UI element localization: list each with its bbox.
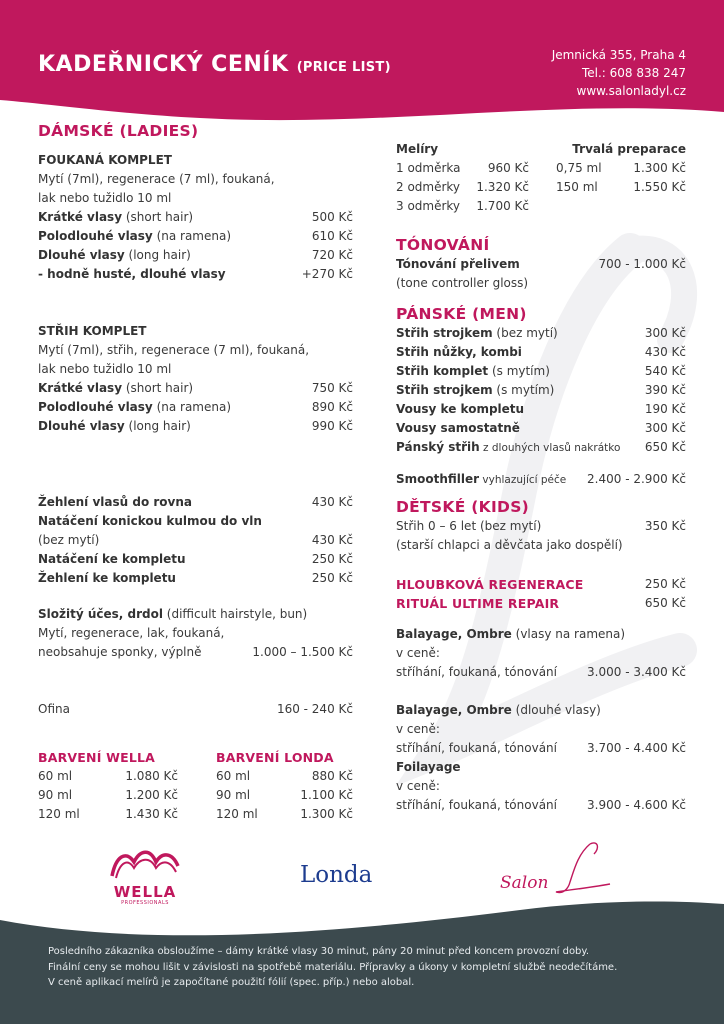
strih-desc: Mytí (7ml), střih, regenerace (7 ml), foukaná,	[38, 343, 310, 357]
row-note: (na ramena)	[152, 229, 232, 243]
row-price: 160 - 240 Kč	[276, 702, 353, 716]
row-price: 1.100 Kč	[300, 788, 353, 802]
footer-notes	[48, 944, 617, 991]
price-row	[38, 700, 353, 719]
price-row	[38, 786, 178, 805]
price-row	[38, 643, 353, 662]
header-banner	[0, 0, 724, 130]
slozity-desc: Mytí, regenerace, lak, foukaná,	[38, 626, 225, 640]
row-price: 3.700 - 4.400 Kč	[587, 741, 686, 755]
price-row	[38, 417, 353, 436]
row-note: (dlouhé vlasy)	[511, 703, 601, 717]
price-row	[38, 493, 353, 512]
row-label: Žehlení vlasů do rovna	[38, 495, 193, 509]
row-price: 540 Kč	[644, 364, 686, 378]
row-label: Střih 0 – 6 let (bez mytí)	[396, 519, 542, 533]
row-label: 60 ml	[216, 769, 251, 783]
website[interactable]: www.salonladyl.cz	[576, 84, 686, 98]
row-price: 650 Kč	[644, 440, 686, 454]
trvala-heading: Trvalá preparace	[572, 142, 686, 156]
row-label: 2 odměrky	[396, 180, 461, 194]
balayage-title	[396, 625, 686, 644]
price-row	[38, 265, 353, 284]
foukana-title: FOUKANÁ KOMPLET	[38, 153, 172, 167]
wella-wave-icon	[100, 846, 190, 880]
row-price: 500 Kč	[311, 210, 353, 224]
londa-logo: Londa	[300, 862, 373, 888]
row-note: vyhlazující péče	[479, 474, 567, 486]
row-label: Střih strojkem	[396, 383, 493, 397]
kids-heading: DĚTSKÉ (KIDS)	[396, 498, 530, 516]
row-price: 390 Kč	[644, 383, 686, 397]
row-label: HLOUBKOVÁ REGENERACE	[396, 577, 584, 592]
row-price: 430 Kč	[644, 345, 686, 359]
price-row	[38, 246, 353, 265]
foukana-desc: Mytí (7ml), regenerace (7 ml), foukaná,	[38, 172, 275, 186]
foukana-rows	[38, 208, 353, 284]
row-label: Vousy samostatně	[396, 421, 520, 435]
row-note: neobsahuje sponky, výplně	[38, 645, 202, 659]
londa-heading: BARVENÍ LONDA	[216, 750, 334, 765]
row-note: v ceně:	[396, 722, 440, 736]
price-row	[38, 208, 353, 227]
wella-logo	[100, 846, 190, 906]
row-price: 960 Kč	[487, 161, 529, 175]
row-label: - hodně husté, dlouhé vlasy	[38, 267, 226, 281]
row-note: (difficult hairstyle, bun)	[162, 607, 308, 621]
row-label: Dlouhé vlasy	[38, 419, 125, 433]
row-price: 300 Kč	[644, 326, 686, 340]
price-row	[396, 419, 686, 438]
footer-line: V ceně aplikací melírů je započítané použití fólií (spec. příp.) nebo alobal.	[48, 977, 415, 988]
row-label: Natáčení konickou kulmou do vln	[38, 514, 262, 528]
row-label: Polodlouhé vlasy	[38, 400, 153, 414]
footer-line: Finální ceny se mohou lišit v závislosti na spotřebě materiálu. Přípravky a úkony v kompletní službě neodečítáme.	[48, 961, 618, 973]
row-price: 700 - 1.000 Kč	[598, 257, 686, 271]
price-row	[396, 400, 686, 419]
row-price: 3.900 - 4.600 Kč	[587, 798, 686, 812]
row-price: 650 Kč	[644, 596, 686, 610]
row-label: Vousy ke kompletu	[396, 402, 525, 416]
row-label: 90 ml	[38, 788, 73, 802]
row-note: (long hair)	[124, 419, 191, 433]
row-price: 250 Kč	[311, 571, 353, 585]
row-note: stříhání, foukaná, tónování	[396, 741, 557, 755]
row-note: (s mytím)	[492, 383, 555, 397]
row-label: Střih komplet	[396, 364, 489, 378]
row-price: 1.300 Kč	[300, 807, 353, 821]
toning-heading: TÓNOVÁNÍ	[396, 236, 490, 254]
row-note: (bez mytí)	[38, 533, 100, 547]
price-row	[38, 227, 353, 246]
row-note: (long hair)	[124, 248, 191, 262]
row-label: Žehlení ke kompletu	[38, 571, 176, 585]
contact-block	[552, 46, 686, 100]
slozity-title	[38, 605, 353, 624]
price-row	[396, 438, 686, 458]
strih-title: STŘIH KOMPLET	[38, 324, 147, 338]
row-label: 120 ml	[38, 807, 80, 821]
row-label: Polodlouhé vlasy	[38, 229, 153, 243]
row-price: 1.300 Kč	[633, 161, 686, 175]
left-column	[38, 122, 353, 719]
price-row	[396, 663, 686, 682]
price-row	[38, 398, 353, 417]
row-label: 60 ml	[38, 769, 73, 783]
row-price: 1.080 Kč	[125, 769, 178, 783]
row-label: Natáčení ke kompletu	[38, 552, 186, 566]
price-row	[396, 470, 686, 490]
row-price: 610 Kč	[311, 229, 353, 243]
row-label: Střih nůžky, kombi	[396, 345, 522, 359]
title-main: KADEŘNICKÝ CENÍK	[38, 52, 289, 77]
row-note: v ceně:	[396, 779, 440, 793]
row-price: 350 Kč	[644, 519, 686, 533]
wella-wordmark: WELLA	[113, 883, 177, 901]
row-label: Tónování přelivem	[396, 257, 520, 271]
row-note: (s mytím)	[488, 364, 550, 378]
price-row	[396, 381, 686, 400]
meliry-heading: Melíry	[396, 142, 439, 156]
row-price: 430 Kč	[311, 533, 353, 547]
men-heading: PÁNSKÉ (MEN)	[396, 305, 527, 323]
footer-line: Posledního zákazníka obsloužíme – dámy krátké vlasy 30 minut, pány 20 minut před koncem provozní doby.	[48, 946, 590, 957]
row-note: stříhání, foukaná, tónování	[396, 665, 557, 679]
row-price: 1.320 Kč	[476, 180, 529, 194]
price-row	[38, 767, 178, 786]
row-price: 250 Kč	[311, 552, 353, 566]
price-row	[396, 362, 686, 381]
row-price: 1.550 Kč	[633, 180, 686, 194]
row-price: 300 Kč	[644, 421, 686, 435]
row-note: z dlouhých vlasů nakrátko	[479, 442, 621, 454]
price-row	[396, 517, 686, 536]
price-row	[38, 569, 353, 588]
row-label: 120 ml	[216, 807, 258, 821]
row-label: Smoothfiller	[396, 472, 480, 486]
row-label: Ofina	[38, 702, 70, 716]
row-price: 1.430 Kč	[125, 807, 178, 821]
row-label: 150 ml	[556, 180, 598, 194]
title-sub: (PRICE LIST)	[296, 60, 391, 75]
row-label: Střih strojkem	[396, 326, 493, 340]
phone: Tel.: 608 838 247	[581, 66, 686, 80]
row-note: (tone controller gloss)	[396, 276, 529, 290]
strih-desc2: lak nebo tužidlo 10 ml	[38, 362, 172, 376]
row-note: (starší chlapci a děvčata jako dospělí)	[396, 538, 623, 552]
row-price: 1.000 – 1.500 Kč	[252, 645, 353, 659]
row-label: 0,75 ml	[556, 161, 602, 175]
price-row	[396, 739, 686, 758]
row-label: Krátké vlasy	[38, 381, 123, 395]
row-note: (bez mytí)	[492, 326, 558, 340]
ladies-heading: DÁMSKÉ (LADIES)	[38, 122, 199, 140]
wella-block	[38, 748, 178, 824]
price-row	[396, 255, 686, 274]
row-price: 890 Kč	[311, 400, 353, 414]
row-note: v ceně:	[396, 646, 440, 660]
salon-wordmark: Salon	[500, 873, 549, 893]
row-note: (vlasy na ramena)	[511, 627, 626, 641]
wella-heading: BARVENÍ WELLA	[38, 750, 156, 765]
row-label: Balayage, Ombre	[396, 703, 512, 717]
meliry-row	[396, 159, 686, 178]
row-price: 250 Kč	[644, 577, 686, 591]
address: Jemnická 355, Praha 4	[551, 48, 686, 62]
price-row	[38, 550, 353, 569]
row-price: 430 Kč	[311, 495, 353, 509]
price-row	[396, 575, 686, 594]
row-price: 190 Kč	[644, 402, 686, 416]
row-label: Pánský střih	[396, 440, 480, 454]
salon-logo	[498, 840, 618, 900]
meliry-row	[396, 197, 686, 216]
meliry-header	[396, 140, 686, 159]
row-price: 990 Kč	[311, 419, 353, 433]
row-label: 1 odměrka	[396, 161, 461, 175]
row-price: 720 Kč	[311, 248, 353, 262]
price-row	[38, 531, 353, 550]
row-label: 3 odměrky	[396, 199, 461, 213]
row-note: (short hair)	[122, 381, 194, 395]
row-label: Složitý účes, drdol	[38, 607, 163, 621]
price-row	[396, 796, 686, 815]
row-price: 750 Kč	[311, 381, 353, 395]
page-title	[38, 52, 391, 77]
row-label: RITUÁL ULTIME REPAIR	[396, 596, 560, 611]
row-price: 2.400 - 2.900 Kč	[587, 472, 686, 486]
price-row	[396, 594, 686, 613]
wella-sub: PROFESSIONALS	[121, 900, 169, 906]
row-price: +270 Kč	[301, 267, 353, 281]
price-row	[38, 379, 353, 398]
row-label: Balayage, Ombre	[396, 627, 512, 641]
price-row	[216, 786, 353, 805]
row-note: stříhání, foukaná, tónování	[396, 798, 557, 812]
row-price: 1.700 Kč	[476, 199, 529, 213]
balayage-title	[396, 701, 686, 720]
price-row	[396, 324, 686, 343]
salon-l-icon	[548, 840, 618, 900]
row-price: 880 Kč	[311, 769, 353, 783]
price-row	[396, 343, 686, 362]
row-label: Dlouhé vlasy	[38, 248, 125, 262]
price-row	[216, 767, 353, 786]
row-label: Krátké vlasy	[38, 210, 123, 224]
right-column	[396, 140, 686, 815]
londa-block	[216, 748, 353, 824]
row-price: 1.200 Kč	[125, 788, 178, 802]
foukana-desc2: lak nebo tužidlo 10 ml	[38, 191, 172, 205]
row-note: (short hair)	[122, 210, 194, 224]
price-row	[216, 805, 353, 824]
row-label: 90 ml	[216, 788, 251, 802]
row-label: Foilayage	[396, 760, 461, 774]
row-note: (na ramena)	[152, 400, 232, 414]
meliry-row	[396, 178, 686, 197]
price-row	[38, 805, 178, 824]
row-price: 3.000 - 3.400 Kč	[587, 665, 686, 679]
